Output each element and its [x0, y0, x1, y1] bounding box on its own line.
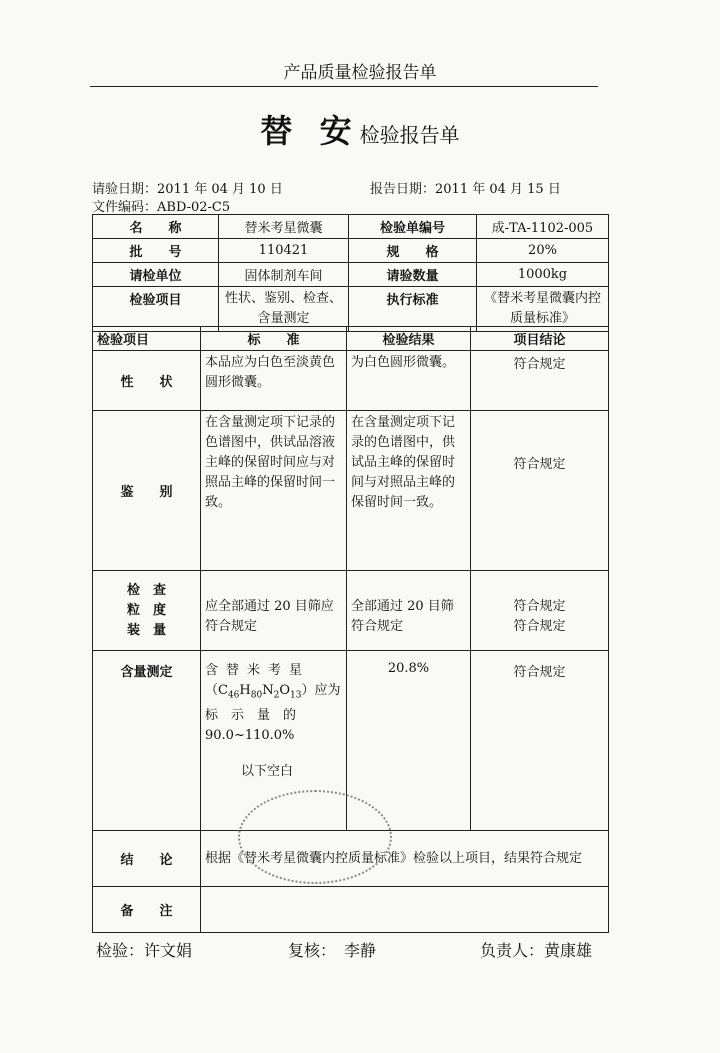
responsible-signature: 负责人：黄康雄 — [480, 941, 593, 960]
remarks-text — [201, 887, 609, 933]
assay-standard-range: 90.0~110.0% — [205, 727, 295, 743]
info-table — [92, 214, 609, 332]
assay-conclusion: 符合规定 — [471, 651, 609, 831]
request-date: 请验日期：2011 年 04 月 10 日 — [92, 182, 283, 197]
conclusion-text: 根据《替米考星微囊内控质量标准》检验以上项目，结果符合规定 — [201, 831, 609, 887]
table-row — [93, 411, 609, 571]
product-short-name: 替 安 — [260, 112, 360, 150]
particle-conclusion: 符合规定 — [513, 598, 566, 614]
appearance-item: 性 状 — [93, 351, 201, 411]
official-seal — [238, 790, 392, 884]
inspection-conclusion — [471, 571, 609, 651]
items-label: 检验项目 — [93, 287, 219, 332]
table-row — [93, 571, 609, 651]
assay-standard-line3: 标 示 量 的 — [205, 707, 297, 723]
loading-conclusion: 符合规定 — [513, 618, 566, 634]
document-title-suffix: 检验报告单 — [359, 123, 460, 147]
header-rule — [90, 86, 598, 87]
header-item: 检验项目 — [93, 327, 201, 351]
batch-label: 批 号 — [93, 239, 219, 263]
standard-value: 《替米考星微囊内控质量标准》 — [477, 287, 609, 332]
identification-item: 鉴 别 — [93, 411, 201, 571]
report-date: 报告日期：2011 年 04 月 15 日 — [370, 182, 561, 197]
table-row — [93, 351, 609, 411]
standard-label: 执行标准 — [349, 287, 477, 332]
qty-label: 请验数量 — [349, 263, 477, 287]
name-label: 名 称 — [93, 215, 219, 239]
report-header-title: 产品质量检验报告单 — [283, 63, 437, 83]
appearance-standard: 本品应为白色至淡黄色圆形微囊。 — [201, 351, 347, 411]
batch-value: 110421 — [219, 239, 349, 263]
header-standard: 标 准 — [201, 327, 347, 351]
assay-standard-line1: 含替米考星 — [205, 663, 311, 678]
unit-label: 请检单位 — [93, 263, 219, 287]
conclusion-label: 结 论 — [93, 831, 201, 887]
unit-value: 固体制剂车间 — [219, 263, 349, 287]
identification-result: 在含量测定项下记录的色谱图中，供试品主峰的保留时间与对照品主峰的保留时间一致。 — [347, 411, 471, 571]
inspector-signature: 检验：许文娟 — [96, 941, 193, 960]
identification-standard: 在含量测定项下记录的色谱图中，供试品溶液主峰的保留时间应与对照品主峰的保留时间一致。 — [201, 411, 347, 571]
remarks-label: 备 注 — [93, 887, 201, 933]
appearance-conclusion: 符合规定 — [471, 351, 609, 411]
assay-formula: $(C_{46}H_{80}N_2O_{13})$应为 — [205, 683, 341, 701]
document-title — [0, 106, 720, 152]
name-value: 替米考星微囊 — [219, 215, 349, 239]
items-value: 性状、鉴别、检查、含量测定 — [219, 287, 349, 332]
reviewer-signature: 复核： 李静 — [288, 941, 377, 960]
blank-note: 以下空白 — [241, 763, 294, 779]
file-code: 文件编码：ABD-02-C5 — [92, 200, 231, 215]
assay-item: 含量测定 — [93, 651, 201, 831]
header-conclusion: 项目结论 — [471, 327, 609, 351]
table-row — [93, 887, 609, 933]
inspection-item — [93, 571, 201, 651]
qty-value: 1000kg — [477, 263, 609, 287]
header-result: 检验结果 — [347, 327, 471, 351]
report-no-label: 检验单编号 — [349, 215, 477, 239]
report-no-value: 成-TA-1102-005 — [477, 215, 609, 239]
inspection-particle-size: 粒 度 — [126, 602, 166, 618]
appearance-result: 为白色圆形微囊。 — [347, 351, 471, 411]
inspection-loading: 装 量 — [126, 622, 166, 638]
spec-label: 规 格 — [349, 239, 477, 263]
inspection-title: 检 查 — [126, 582, 166, 598]
spec-value: 20% — [477, 239, 609, 263]
inspection-standard: 应全部通过 20 目筛应符合规定 — [201, 571, 347, 651]
assay-result: 20.8% — [347, 651, 471, 831]
identification-conclusion: 符合规定 — [471, 411, 609, 571]
inspection-result: 全部通过 20 目筛符合规定 — [347, 571, 471, 651]
